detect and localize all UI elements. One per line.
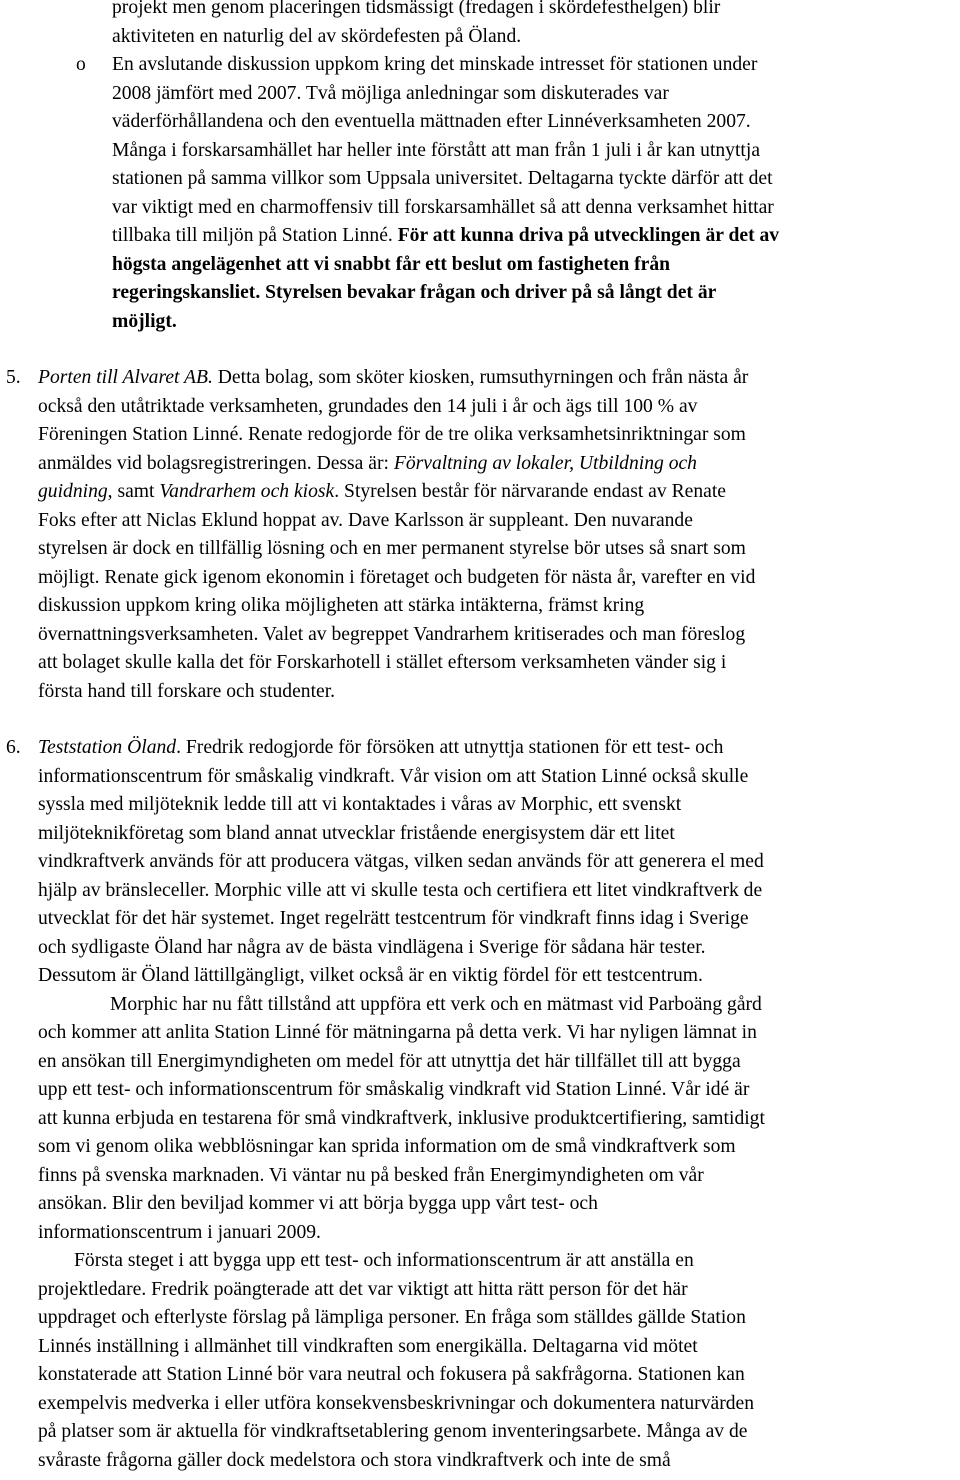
text-line: miljöteknikföretag som bland annat utvecklar fristående energisystem där ett litet bbox=[38, 822, 675, 844]
text-line: vindkraftverk används för att producera vätgas, vilken sedan används för att generera el med bbox=[38, 851, 764, 872]
text-line: övernattningsverksamheten. Valet av begreppet Vandrarhem kritiserades och man föreslog bbox=[38, 623, 746, 645]
italic-text: Vandrarhem och kiosk bbox=[159, 481, 335, 502]
text-line: konstaterade att Station Linné bör vara neutral och fokusera på sakfrågorna. Stationen kan bbox=[38, 1364, 745, 1385]
text-line: finns på svenska marknaden. Vi väntar nu på besked från Energimyndigheten om vår bbox=[38, 1164, 704, 1186]
text-line: en ansökan till Energimyndigheten om medel för att utnyttja det här tillfället till att bygga bbox=[38, 1050, 741, 1072]
text-line: och sydligaste Öland har några av de bästa vindlägena i Sverige för sådana här tester. bbox=[38, 936, 706, 958]
bold-text: För att kunna driva på utvecklingen är det av bbox=[392, 225, 780, 246]
text-line: informationscentrum i januari 2009. bbox=[38, 1221, 321, 1243]
text-span: anmäldes vid bolagsregistreringen. Dessa är: bbox=[38, 452, 394, 474]
text-line: diskussion uppkom kring olika möjligheten att stärka intäkterna, främst kring bbox=[38, 595, 645, 616]
text-line bbox=[38, 364, 748, 393]
text-line: syssla med miljöteknik ledde till att vi kontaktades i våras av Morphic, ett svenskt bbox=[38, 794, 682, 815]
text-span: Deltagarna tyckte därför att det bbox=[522, 168, 773, 189]
text-line: uppdraget och efterlyste förslag på lämpliga personer. En fråga som ställdes gällde Station bbox=[38, 1307, 746, 1328]
italic-text: guidning bbox=[38, 481, 108, 502]
item-number: 6. bbox=[6, 737, 21, 758]
text-span: stationen på samma villkor som Uppsala universitet. bbox=[112, 168, 523, 189]
text-line bbox=[112, 165, 773, 194]
text-line bbox=[112, 222, 779, 251]
text-span: Detta bolag, som sköter kiosken, rumsuthyrningen och från nästa år bbox=[212, 367, 749, 388]
bullet-marker: o bbox=[76, 54, 86, 75]
item-title: Teststation Öland bbox=[38, 737, 177, 758]
text-line: var viktigt med en charmoffensiv till forskarsamhället så att denna verksamhet hittar bbox=[112, 196, 774, 218]
text-line: projekt men genom placeringen tidsmässigt (fredagen i skördefesthelgen) blir bbox=[112, 0, 721, 18]
text-span: tillbaka till miljön på Station Linné. bbox=[112, 225, 393, 246]
item-title: Porten till Alvaret AB. bbox=[38, 367, 213, 388]
text-line: projektledare. Fredrik poängterade att det var viktigt att hitta rätt person för det här bbox=[38, 1278, 688, 1300]
text-line: Många i forskarsamhället har heller inte förstått att man från 1 juli i år kan utnyttja bbox=[112, 139, 761, 161]
text-line: Linnés inställning i allmänhet till vindkraften som energikälla. Deltagarna vid mötet bbox=[38, 1335, 698, 1357]
text-line: Första steget i att bygga upp ett test- och informationscentrum är att anställa en bbox=[74, 1250, 694, 1271]
text-line: upp ett test- och informationscentrum för småskalig vindkraft vid Station Linné. Vår idé är bbox=[38, 1079, 750, 1100]
text-line: möjligt. Renate gick igenom ekonomin i företaget och budgeten för nästa år, varefter en vid bbox=[38, 566, 756, 588]
bold-text-line: regeringskansliet. Styrelsen bevakar frågan och driver på så långt det är bbox=[112, 282, 717, 303]
text-line: och kommer att anlita Station Linné för mätningarna på detta verk. Vi har nyligen lämnat in bbox=[38, 1022, 757, 1043]
italic-text: Förvaltning av lokaler, Utbildning och bbox=[393, 452, 697, 474]
text-line: utvecklat för det här systemet. Inget regelrätt testcentrum för vindkraft finns idag i Sverige bbox=[38, 908, 749, 929]
text-line: hjälp av bränsleceller. Morphic ville att vi skulle testa och certifiera ett litet vindkraftverk de bbox=[38, 879, 763, 901]
text-line: också den utåtriktade verksamheten, grundades den 14 juli i år och ägs till 100 % av bbox=[38, 395, 698, 417]
text-line: på platser som är aktuella för vindkraftsetablering genom inventeringsarbete. Många av de bbox=[38, 1421, 748, 1442]
text-span: , samt bbox=[107, 481, 160, 502]
text-span: 2008 jämfört med 2007. bbox=[112, 82, 302, 104]
text-line: Morphic har nu fått tillstånd att uppföra ett verk och en mätmast vid Parboäng gård bbox=[110, 993, 762, 1015]
text-line: som vi genom olika webblösningar kan sprida information om de små vindkraftverk som bbox=[38, 1136, 736, 1157]
text-line bbox=[38, 734, 723, 763]
text-line bbox=[38, 450, 697, 479]
text-line: informationscentrum för småskalig vindkraft. Vår vision om att Station Linné också skulle bbox=[38, 765, 749, 787]
text-span: Två möjliga anledningar som diskuterades var bbox=[301, 82, 669, 104]
text-line: att kunna erbjuda en testarena för små vindkraftverk, inklusive produktcertifiering, samtidigt bbox=[38, 1107, 765, 1129]
text-line: styrelsen är dock en tillfällig lösning och en mer permanent styrelse bör utses så snart som bbox=[38, 538, 746, 559]
text-line: första hand till forskare och studenter. bbox=[38, 680, 336, 702]
text-line: att bolaget skulle kalla det för Forskarhotell i stället eftersom verksamheten vänder sig i bbox=[38, 652, 727, 673]
text-span: . Fredrik redogjorde för försöken att utnyttja stationen för ett test- och bbox=[176, 737, 724, 758]
item-number: 5. bbox=[6, 367, 21, 388]
text-line bbox=[38, 478, 726, 507]
text-line: ansökan. Blir den beviljad kommer vi att börja bygga upp vårt test- och bbox=[38, 1193, 598, 1214]
text-span: . Styrelsen består för närvarande endast av Renate bbox=[334, 481, 726, 502]
text-line: En avslutande diskussion uppkom kring det minskade intresset för stationen under bbox=[112, 54, 758, 75]
text-line: svåraste frågorna gäller dock medelstora och stora vindkraftverk och inte de små bbox=[38, 1449, 671, 1471]
bold-text-line: högsta angelägenhet att vi snabbt får ett beslut om fastigheten från bbox=[112, 253, 671, 275]
text-line: Dessutom är Öland lättillgängligt, vilket också är en viktig fördel för ett testcentrum. bbox=[38, 965, 703, 986]
text-line bbox=[112, 80, 669, 109]
bold-text-line: möjligt. bbox=[112, 310, 177, 332]
text-line: Föreningen Station Linné. Renate redogjorde för de tre olika verksamhetsinriktningar som bbox=[38, 424, 746, 445]
text-line: aktiviteten en naturlig del av skördefesten på Öland. bbox=[112, 25, 522, 47]
text-line: exempelvis medverka i eller utföra konsekvensbeskrivningar och dokumentera naturvärden bbox=[38, 1392, 755, 1414]
text-line: Foks efter att Niclas Eklund hoppat av. Dave Karlsson är suppleant. Den nuvarande bbox=[38, 509, 693, 531]
text-line: väderförhållandena och den eventuella mättnaden efter Linnéverksamheten 2007. bbox=[112, 111, 751, 132]
